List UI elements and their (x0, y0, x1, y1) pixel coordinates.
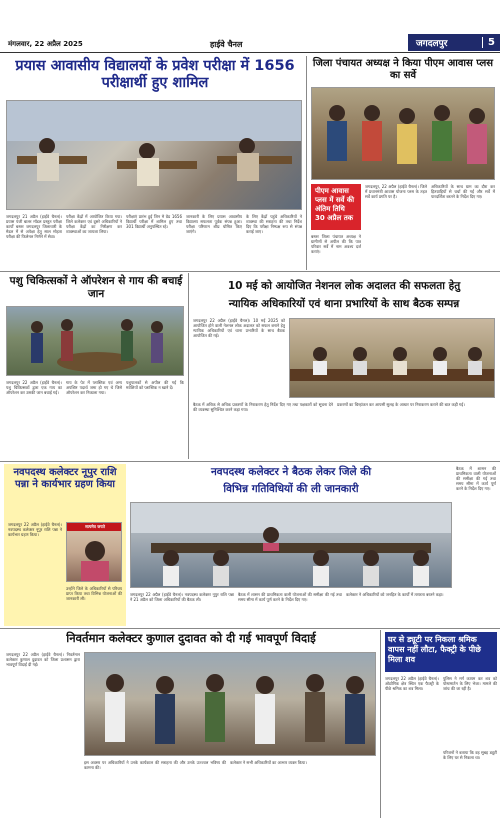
story6-headline-1: नवपदस्थ कलेक्टर ने बैठक लेकर जिले की (210, 466, 372, 478)
section-name: हाईवे चैनल (210, 40, 243, 49)
story7-photo (84, 652, 376, 756)
story5-body-2: उन्होंने जिले के अधिकारियों से परिचय प्राप्त किया तथा विभिन्न योजनाओं की जानकारी ली। (66, 586, 122, 601)
story2-highlight-box: पीएम आवास प्लस में सर्वे की अंतिम तिथि 30 अप्रैल तक (311, 184, 361, 230)
story5-body-1: जगदलपुर 22 अप्रैल (हाईवे चैनल)। नवपदस्थ कलेक्टर नूपुर राशि पन्ना ने कार्यभार ग्रहण किया। (8, 522, 62, 537)
column-divider (380, 630, 381, 818)
story5-headline: नवपदस्थ कलेक्टर नूपुर राशि पन्ना ने कार्यभार ग्रहण किया (13, 467, 117, 490)
story6-sidebar-text: बैठक में शासन की प्राथमिकता वाली योजनाओं की समीक्षा की गई तथा समय सीमा में कार्य पूर्ण करने के निर्देश दिए गए। (456, 466, 496, 491)
story1-body-1: जगदलपुर 21 अप्रैल (हाईवे चैनल)। प्रयास पंजी बालर मॉडल प्रस्तुत परीक्षा कार्यों बस्तर जगदलपुर जिलाधारी के मेडल में से अपेक्षा हेतु साल मोहता परीक्षा की फिलेनल निर्णने में सेवा। (6, 214, 62, 239)
story4-body-3: प्रकरणों का चिन्हांकन कर आपसी सुलह के आधार पर निराकरण कराने की बात कही गई। (337, 402, 465, 407)
collector-meeting-illustration (131, 503, 452, 588)
story4-body-2: बैठक में अधिक से अधिक प्रकरणों के निराकरण हेतु निर्देश दिए गए तथा पक्षकारों को सूचना देने की व्यवस्था सुनिश्चित करने कहा गया। (193, 402, 333, 412)
story4-body-1: जगदलपुर 22 अप्रैल (हाईवे चैनल)। 10 मई 2025 को आयोजित होने वाली नेशनल लोक अदालत को सफल बनाने हेतु न्यायिक अधिकारियों एवं थाना प्रभारियों के साथ बैठक आयोजित की गई। (193, 318, 285, 338)
story8-body-3: परिजनों ने बताया कि वह सुबह ड्यूटी के लिए घर से निकला था। (443, 750, 497, 760)
story6-headline-2: विभिन्न गतिविधियों की ली जानकारी (223, 483, 359, 495)
story2-photo (311, 87, 495, 180)
story6-body-1: जगदलपुर 22 अप्रैल (हाईवे चैनल)। नवपदस्थ कलेक्टर नूपुर राशि पन्ना ने 21 अप्रैल को जिला अधिकारियों की बैठक ली। (130, 592, 234, 602)
farewell-ceremony-illustration (85, 653, 376, 756)
story4-headline-1: 10 मई को आयोजित नेशनल लोक अदालत की सफलता हेतु (227, 280, 461, 292)
story8-headline: घर से ड्यूटी पर निकला श्रमिक वापस नहीं लौटा, फैक्ट्री के पीछे मिला शव (385, 632, 497, 672)
issue-date: मंगलवार, 22 अप्रैल 2025 (8, 40, 83, 48)
masthead (0, 0, 500, 52)
story3-photo (6, 306, 184, 376)
masthead-rule (0, 52, 500, 53)
story3-headline: पशु चिकित्सकों ने ऑपरेशन से गाय की बचाई जान (9, 275, 183, 300)
story7-body-3: कलेक्टर ने सभी अधिकारियों का आभार व्यक्त किया। (230, 760, 307, 765)
story6-body-3: कलेक्टर ने अधिकारियों को जनहित के कार्यों में तत्परता बरतने कहा। (346, 592, 444, 597)
row-divider (0, 271, 500, 272)
page-number: 5 (482, 37, 500, 48)
row-divider (0, 628, 500, 629)
story5-tag: सत्यमेव जयते (67, 523, 122, 531)
story1-photo (6, 100, 302, 210)
story3-body-1: जगदलपुर 22 अप्रैल (हाईवे चैनल)। पशु चिकित्सकों द्वारा एक गाय का ऑपरेशन कर उसकी जान बचाई गई। (6, 380, 62, 395)
city-name: जगदलपुर (416, 39, 448, 49)
story1-body-3: परीक्षाएं प्रारंभ हुई जिन मे ग्रेड 1656 विद्यार्थी परीक्षा में शामिल हुए तथा 301 विद्यार्थी अनुपस्थित रहे। (126, 214, 182, 229)
story1-body-5: के लिए केंद्रों पहुंचे अधिकारियों ने व्यवस्था की सराहना की तथा निर्देश दिए कि परीक्षा निष्पक्ष रूप से संपन्न कराई जाए। (246, 214, 302, 234)
village-meeting-illustration (312, 88, 495, 180)
collector-portrait-illustration (67, 531, 122, 582)
story2-body-1: जगदलपुर, 22 अप्रैल (हाईवे चैनल)। जिले में प्रधानमंत्री आवास योजना प्लस के तहत सर्वे कार्य प्रगति पर है। (365, 184, 427, 199)
cow-operation-illustration (7, 307, 184, 376)
story8-body-1: जगदलपुर 22 अप्रैल (हाईवे चैनल)। ओद्योगिक क्षेत्र स्थित एक फैक्ट्री के पीछे श्रमिक का शव मिला। (385, 676, 439, 691)
story7-body-1: जगदलपुर 22 अप्रैल (हाईवे चैनल)। निवर्तमान कलेक्टर कुणाल दुदावत को जिला प्रशासन द्वारा भावपूर्ण विदाई दी गई। (6, 652, 80, 667)
story4-photo (289, 318, 495, 398)
story2-body-3: बस्तर जिला पंचायत अध्यक्ष ने ग्रामीणों से अपील की कि पात्र परिवार सर्वे में नाम अवश्य दर्ज कराएं। (311, 234, 361, 254)
story1-body-4: जानकारी के लिए प्रयास आवासीय विद्यालय सफलता पूर्वक संपन्न हुआ। परीक्षा परिणाम शीघ्र घोषित किए जाएंगे। (186, 214, 242, 234)
column-divider (306, 56, 307, 270)
story1-body-2: परीक्षा केंद्रों में आयोजित किया गया। जिले कलेक्टर एवं दूसरे अधिकारियों ने परीक्षा केंद्रों का निरीक्षण कर व्यवस्थाओं का जायजा लिया। (66, 214, 122, 234)
story6-body-2: बैठक में शासन की प्राथमिकता वाली योजनाओं की समीक्षा की गई तथा समय सीमा में कार्य पूर्ण करने के निर्देश दिए गए। (238, 592, 342, 602)
story1-headline: प्रयास आवासीय विद्यालयों के प्रवेश परीक्षा में 1656 परीक्षार्थी हुए शामिल (15, 58, 295, 92)
story6-photo (130, 502, 452, 588)
column-divider (188, 273, 189, 459)
story2-body-2: अधिकारियों के साथ ग्राम का दौरा कर हितग्राहियों से चर्चा की गई और सर्वे में पारदर्शिता बरतने के निर्देश दिए गए। (431, 184, 495, 199)
meeting-room-illustration (290, 319, 495, 398)
story8-body-2: पुलिस ने मर्ग कायम कर शव को पोस्टमार्टम के लिए भेजा। मामले की जांच की जा रही है। (443, 676, 497, 691)
story3-body-3: पशुपालकों से अपील की गई कि मवेशियों को प्लास्टिक न खाने दें। (126, 380, 184, 390)
story7-headline: निवर्तमान कलेक्टर कुणाल दुदावत को दी गई भावपूर्ण विदाई (66, 631, 316, 645)
story2-headline: जिला पंचायत अध्यक्ष ने किया पीएम आवास प्लस का सर्वे (312, 58, 494, 81)
story3-body-2: गाय के पेट में प्लास्टिक एवं अन्य अपशिष्ट पदार्थ जमा हो गए थे जिसे ऑपरेशन कर निकाला गया। (66, 380, 122, 395)
row-divider (0, 461, 500, 462)
story5-photo (66, 522, 122, 582)
city-banner (408, 34, 500, 51)
story7-body-2: इस अवसर पर अधिकारियों ने उनके कार्यकाल की सराहना की और उनके उज्ज्वल भविष्य की कामना की। (84, 760, 226, 770)
exam-hall-illustration (7, 101, 302, 210)
story4-headline-2: न्यायिक अधिकारियों एवं थाना प्रभारियों के साथ बैठक सम्पन्न (228, 298, 460, 310)
